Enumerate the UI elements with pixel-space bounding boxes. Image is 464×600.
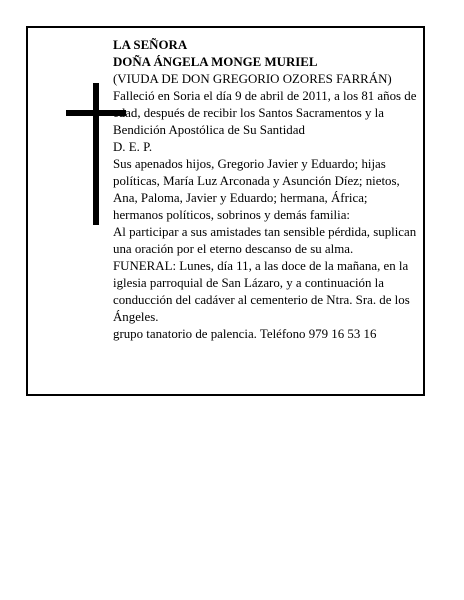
deceased-name: DOÑA ÁNGELA MONGE MURIEL [113, 55, 318, 69]
prayer-request: Al participar a sus amistades tan sensible pérdida, suplican una oración por el eterno descanso de su alma. [113, 225, 417, 256]
cross-icon [93, 83, 99, 225]
notice-title: LA SEÑORA [113, 38, 188, 52]
funeral-details: FUNERAL: Lunes, día 11, a las doce de la mañana, en la iglesia parroquial de San Lázaro, y a continuación la conducción del cadáver al cementerio de Ntra. Sra. de los Ángeles. [113, 259, 410, 324]
death-announcement: Falleció en Soria el día 9 de abril de 2011, a los 81 años de edad, después de recibir los Santos Sacramentos y la Bendición Apostólica de Su Santidad [113, 89, 417, 137]
dep-line: D. E. P. [113, 140, 153, 154]
contact-line: grupo tanatorio de palencia. Teléfono 979 16 53 16 [113, 327, 377, 341]
widow-line: (VIUDA DE DON GREGORIO OZORES FARRÁN) [113, 72, 392, 86]
notice-body [113, 37, 419, 343]
family-list: Sus apenados hijos, Gregorio Javier y Eduardo; hijas políticas, María Luz Arconada y Asunción Díez; nietos, Ana, Paloma, Javier y Eduardo; hermana, África; hermanos políticos, sobrinos y demás familia: [113, 157, 400, 222]
